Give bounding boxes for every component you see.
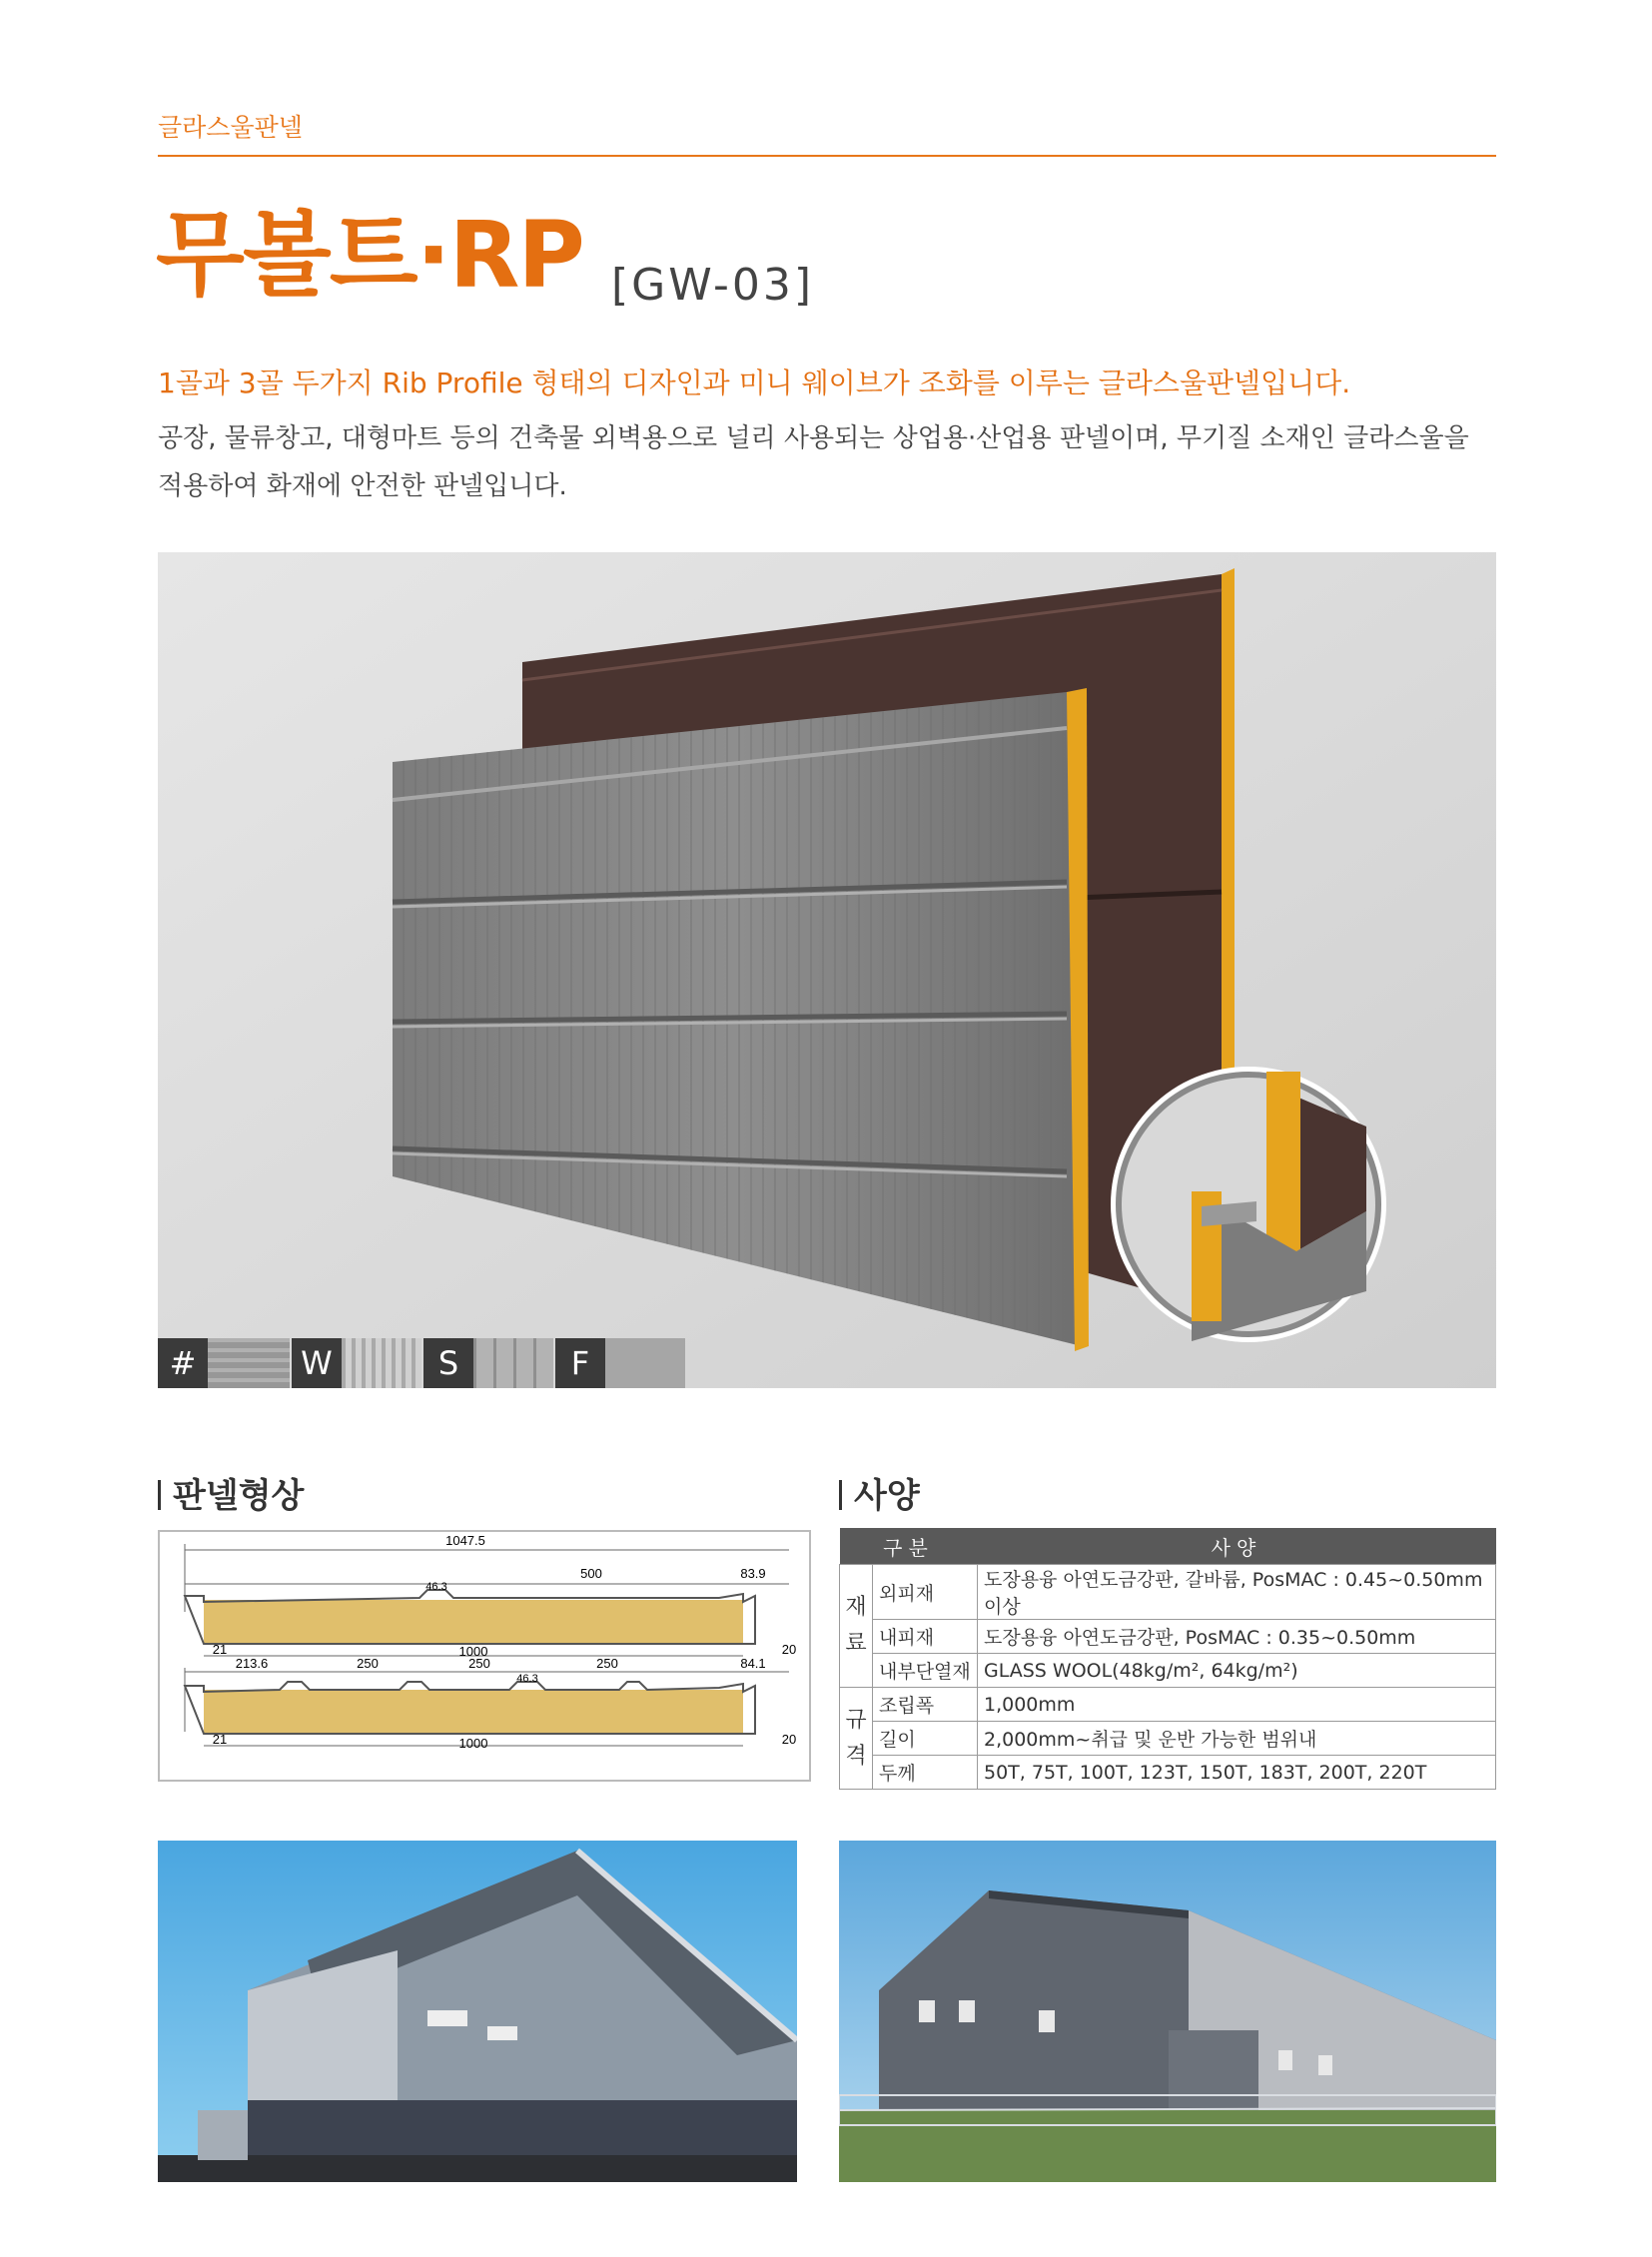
- swatch-label-stripe: S: [423, 1338, 473, 1388]
- swatch-emboss: [208, 1338, 290, 1388]
- spec-label: 조립폭: [873, 1688, 978, 1722]
- spec-value: GLASS WOOL(48kg/m², 64kg/m²): [978, 1654, 1496, 1688]
- category-label: 글라스울판넬: [158, 113, 303, 142]
- swatch-label-wave: W: [292, 1338, 342, 1388]
- spec-label: 내피재: [873, 1620, 978, 1654]
- spec-group-material: 재 료: [840, 1565, 873, 1688]
- section-title-shape: 판넬형상: [158, 1468, 304, 1517]
- spec-value: 도장용융 아연도금강판, PosMAC : 0.35~0.50mm: [978, 1620, 1496, 1654]
- dim-bottom-d: 250: [596, 1656, 618, 1671]
- spec-value: 50T, 75T, 100T, 123T, 150T, 183T, 200T, 220T: [978, 1756, 1496, 1790]
- product-hero-image: [158, 552, 1496, 1388]
- product-code: [GW-03]: [611, 260, 815, 311]
- spec-value: 2,000mm~취급 및 운반 가능한 범위내: [978, 1722, 1496, 1756]
- building-photo-warehouse: [158, 1841, 797, 2182]
- building-photo-factory: [839, 1841, 1496, 2182]
- dim-top-left: 21: [212, 1642, 228, 1657]
- table-row: [840, 1565, 1496, 1620]
- table-row: [840, 1620, 1496, 1654]
- spec-header-spec: 사양: [978, 1528, 1496, 1565]
- dim-top-width: 1000: [458, 1644, 488, 1659]
- dim-bottom-width: 1000: [458, 1736, 488, 1751]
- table-row: [840, 1756, 1496, 1790]
- swatch-stripe: [473, 1338, 553, 1388]
- dim-bottom-ribw: 46.3: [516, 1673, 538, 1685]
- spec-value: 1,000mm: [978, 1688, 1496, 1722]
- dim-top-right: 20: [781, 1642, 797, 1657]
- spec-header-row: [840, 1528, 1496, 1565]
- dim-bottom-b: 250: [357, 1656, 379, 1671]
- product-title: 무볼트·RP: [156, 202, 583, 309]
- swatch-label-emboss: #: [158, 1338, 208, 1388]
- swatch-label-flat: F: [555, 1338, 605, 1388]
- header-divider: [158, 155, 1496, 157]
- spec-label: 외피재: [873, 1565, 978, 1620]
- dim-bottom-right: 20: [781, 1732, 797, 1747]
- panel-illustration: [158, 552, 1496, 1388]
- spec-label: 내부단열재: [873, 1654, 978, 1688]
- dim-top-total: 1047.5: [445, 1533, 485, 1548]
- table-row: [840, 1722, 1496, 1756]
- dim-top-ribw: 46.3: [425, 1581, 447, 1593]
- panel-shape-drawing: [158, 1530, 811, 1782]
- spec-group-size: 규 격: [840, 1688, 873, 1790]
- dim-bottom-left: 21: [212, 1732, 228, 1747]
- spec-table: [839, 1528, 1496, 1790]
- dim-bottom-c: 250: [468, 1656, 490, 1671]
- dim-bottom-a: 213.6: [235, 1656, 269, 1671]
- spec-label: 길이: [873, 1722, 978, 1756]
- dim-top-end: 83.9: [740, 1566, 766, 1581]
- finish-swatches: [158, 1338, 685, 1388]
- spec-value: 도장용융 아연도금강판, 갈바륨, PosMAC : 0.45~0.50mm이상: [978, 1565, 1496, 1620]
- dim-top-rib: 500: [580, 1566, 602, 1581]
- dim-bottom-end: 84.1: [740, 1656, 766, 1671]
- table-row: [840, 1654, 1496, 1688]
- spec-header-category: 구분: [840, 1528, 978, 1565]
- spec-label: 두께: [873, 1756, 978, 1790]
- swatch-flat: [605, 1338, 685, 1388]
- section-title-spec: 사양: [839, 1468, 920, 1517]
- table-row: [840, 1688, 1496, 1722]
- lead-text: 1골과 3골 두가지 Rib Profile 형태의 디자인과 미니 웨이브가 조화를 이루는 글라스울판넬입니다.: [158, 367, 1351, 399]
- description-text: 공장, 물류창고, 대형마트 등의 건축물 외벽용으로 널리 사용되는 상업용·산업용 판넬이며, 무기질 소재인 글라스울을 적용하여 화재에 안전한 판넬입니다.: [158, 423, 1469, 501]
- swatch-wave: [342, 1338, 421, 1388]
